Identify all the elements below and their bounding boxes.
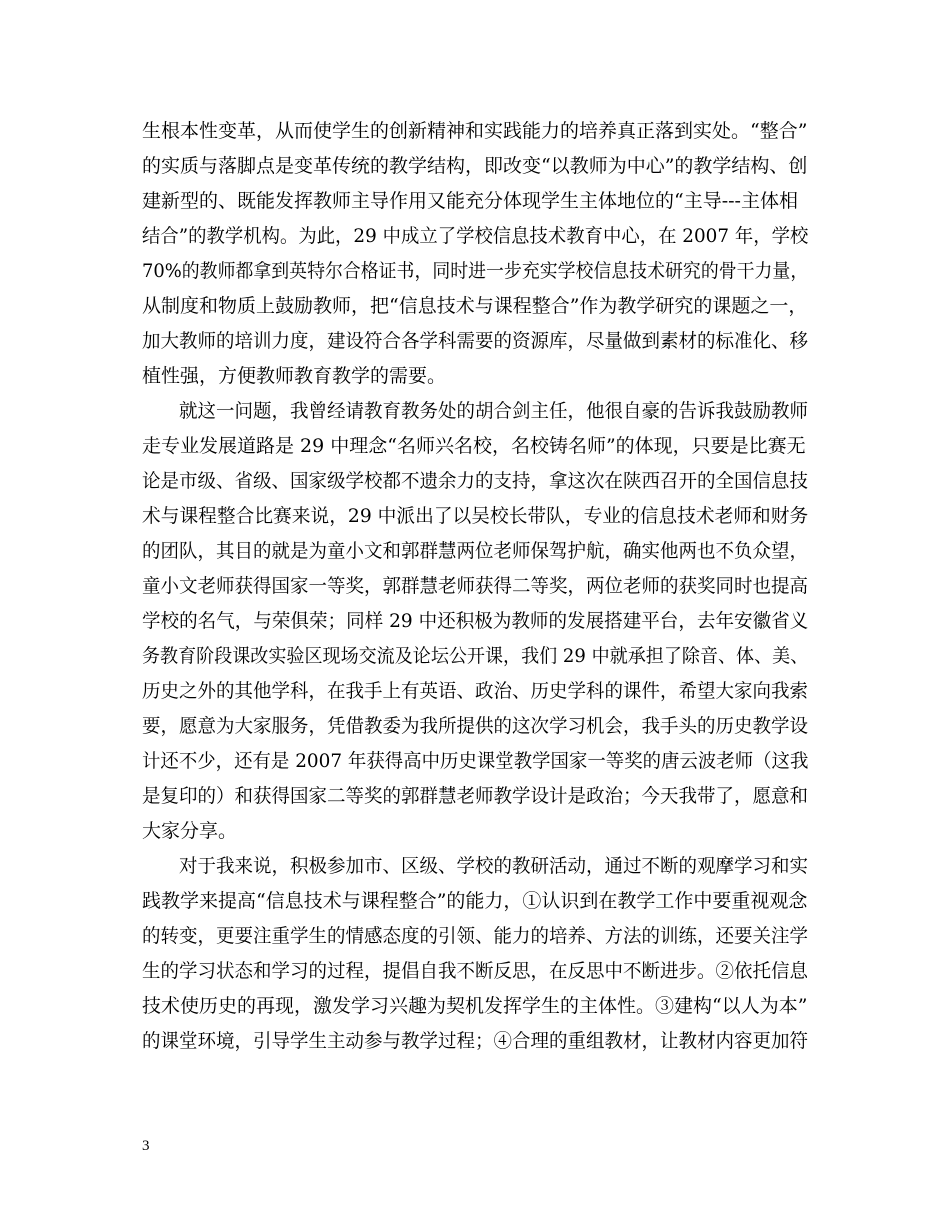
body-text-line: 生根本性变革，从而使学生的创新精神和实践能力的培养真正落到实处。“整合”: [142, 120, 808, 142]
body-text-line: 学校的名气，与荣俱荣；同样 29 中还积极为教师的发展搭建平台，去年安徽省义: [142, 610, 809, 632]
body-text-line: 从制度和物质上鼓励教师，把“信息技术与课程整合”作为教学研究的课题之一，: [142, 295, 808, 317]
body-text-line: 加大教师的培训力度，建设符合各学科需要的资源库，尽量做到素材的标准化、移: [142, 330, 809, 352]
body-text-line: 务教育阶段课改实验区现场交流及论坛公开课，我们 29 中就承担了除音、体、美、: [142, 645, 809, 667]
body-text-line: 计还不少，还有是 2007 年获得高中历史课堂教学国家一等奖的唐云波老师（这我: [142, 750, 809, 772]
body-text-line: 对于我来说，积极参加市、区级、学校的教研活动，通过不断的观摩学习和实: [142, 855, 809, 877]
body-text-line: 术与课程整合比赛来说，29 中派出了以吴校长带队，专业的信息技术老师和财务: [142, 505, 809, 527]
body-text-line: 70%的教师都拿到英特尔合格证书，同时进一步充实学校信息技术研究的骨干力量，: [142, 260, 809, 282]
body-text-line: 植性强，方便教师教育教学的需要。: [142, 365, 447, 387]
body-text-line: 的实质与落脚点是变革传统的教学结构，即改变“以教师为中心”的教学结构、创: [142, 155, 808, 177]
body-text-line: 童小文老师获得国家一等奖，郭群慧老师获得二等奖，两位老师的获奖同时也提高: [142, 575, 809, 597]
body-text-line: 是复印的）和获得国家二等奖的郭群慧老师教学设计是政治；今天我带了，愿意和: [142, 785, 809, 807]
body-text-line: 的团队，其目的就是为童小文和郭群慧两位老师保驾护航，确实他两也不负众望，: [142, 540, 809, 562]
body-text-line: 走专业发展道路是 29 中理念“名师兴名校，名校铸名师”的体现，只要是比赛无: [142, 435, 806, 457]
body-text-line: 论是市级、省级、国家级学校都不遗余力的支持，拿这次在陕西召开的全国信息技: [142, 470, 809, 492]
body-text-line: 生的学习状态和学习的过程，提倡自我不断反思，在反思中不断进步。②依托信息: [142, 960, 809, 982]
body-text-line: 践教学来提高“信息技术与课程整合”的能力，①认识到在教学工作中要重视观念: [142, 890, 808, 912]
body-text-line: 的课堂环境，引导学生主动参与教学过程；④合理的重组教材，让教材内容更加符: [142, 1030, 809, 1052]
page-number: 3: [142, 1138, 150, 1154]
body-text-line: 要，愿意为大家服务，凭借教委为我所提供的这次学习机会，我手头的历史教学设: [142, 715, 809, 737]
body-text-line: 的转变，更要注重学生的情感态度的引领、能力的培养、方法的训练，还要关注学: [142, 925, 809, 947]
body-text-line: 技术使历史的再现，激发学习兴趣为契机发挥学生的主体性。③建构“以人为本”: [142, 995, 808, 1017]
body-text-line: 结合”的教学机构。为此，29 中成立了学校信息技术教育中心，在 2007 年，学校: [142, 225, 809, 247]
body-text-line: 大家分享。: [142, 820, 238, 842]
body-text-line: 建新型的、既能发挥教师主导作用又能充分体现学生主体地位的“主导---主体相: [142, 190, 798, 212]
body-text-line: 就这一问题，我曾经请教育教务处的胡合剑主任，他很自豪的告诉我鼓励教师: [142, 400, 809, 422]
body-text-line: 历史之外的其他学科，在我手上有英语、政治、历史学科的课件，希望大家向我索: [142, 680, 809, 702]
